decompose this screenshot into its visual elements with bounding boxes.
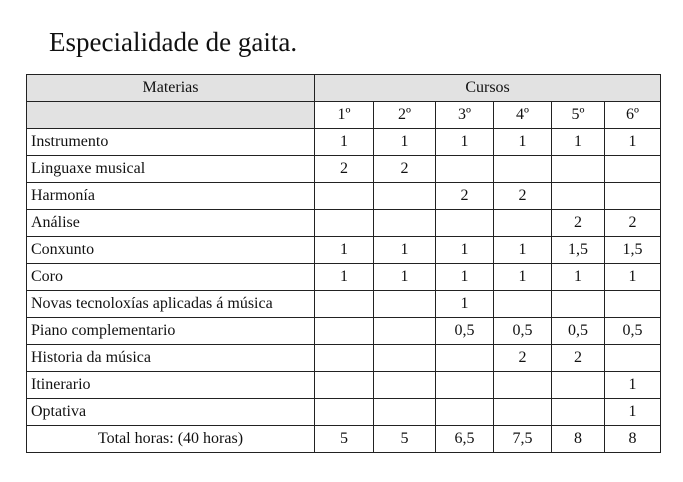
hours-cell	[552, 372, 605, 399]
hours-cell: 1	[605, 372, 661, 399]
hours-cell	[315, 345, 374, 372]
table-body	[27, 129, 661, 453]
subject-cell: Análise	[27, 210, 315, 237]
course-header: 1º	[315, 102, 374, 129]
header-blank-cell	[27, 102, 315, 129]
table-row	[27, 372, 661, 399]
hours-cell	[552, 156, 605, 183]
hours-cell	[374, 372, 436, 399]
hours-cell: 2	[315, 156, 374, 183]
course-header: 4º	[494, 102, 552, 129]
hours-cell	[315, 318, 374, 345]
hours-cell: 1	[315, 237, 374, 264]
subject-cell: Linguaxe musical	[27, 156, 315, 183]
hours-cell: 2	[552, 345, 605, 372]
subject-cell: Optativa	[27, 399, 315, 426]
hours-cell	[374, 291, 436, 318]
subject-cell: Historia da música	[27, 345, 315, 372]
hours-cell: 2	[374, 156, 436, 183]
table-row	[27, 156, 661, 183]
hours-cell	[315, 372, 374, 399]
header-courses: Cursos	[315, 75, 661, 102]
subject-cell: Instrumento	[27, 129, 315, 156]
subjects-table	[26, 74, 661, 453]
total-hours-cell: 5	[315, 426, 374, 453]
hours-cell	[374, 318, 436, 345]
hours-cell	[374, 210, 436, 237]
table-row	[27, 345, 661, 372]
hours-cell: 1	[605, 129, 661, 156]
subject-cell: Coro	[27, 264, 315, 291]
hours-cell: 1,5	[552, 237, 605, 264]
hours-cell: 2	[605, 210, 661, 237]
total-hours-cell: 5	[374, 426, 436, 453]
table-header-row	[27, 75, 661, 102]
table-row	[27, 264, 661, 291]
hours-cell: 1,5	[605, 237, 661, 264]
hours-cell: 2	[436, 183, 494, 210]
table-row	[27, 183, 661, 210]
hours-cell	[494, 210, 552, 237]
course-header: 6º	[605, 102, 661, 129]
hours-cell: 0,5	[552, 318, 605, 345]
subject-cell: Piano complementario	[27, 318, 315, 345]
hours-cell: 1	[374, 129, 436, 156]
hours-cell	[315, 183, 374, 210]
hours-cell	[552, 291, 605, 318]
hours-cell: 0,5	[494, 318, 552, 345]
hours-cell	[605, 345, 661, 372]
hours-cell	[436, 399, 494, 426]
subject-cell: Harmonía	[27, 183, 315, 210]
page-title: Especialidade de gaita.	[49, 27, 298, 57]
hours-cell	[436, 345, 494, 372]
total-hours-cell: 7,5	[494, 426, 552, 453]
subject-cell: Itinerario	[27, 372, 315, 399]
hours-cell: 0,5	[436, 318, 494, 345]
hours-cell	[494, 291, 552, 318]
hours-cell: 1	[552, 264, 605, 291]
hours-cell	[315, 291, 374, 318]
table-row	[27, 399, 661, 426]
hours-cell	[494, 399, 552, 426]
hours-cell: 1	[605, 264, 661, 291]
hours-cell	[494, 372, 552, 399]
hours-cell: 1	[315, 264, 374, 291]
table-row	[27, 129, 661, 156]
hours-cell: 1	[436, 264, 494, 291]
hours-cell: 1	[436, 129, 494, 156]
hours-cell: 2	[552, 210, 605, 237]
hours-cell	[436, 372, 494, 399]
total-hours-cell: 8	[605, 426, 661, 453]
hours-cell	[552, 183, 605, 210]
total-label: Total horas: (40 horas)	[27, 426, 315, 453]
hours-cell: 1	[494, 264, 552, 291]
hours-cell: 1	[436, 237, 494, 264]
header-subject: Materias	[27, 75, 315, 102]
hours-cell	[315, 399, 374, 426]
total-row	[27, 426, 661, 453]
hours-cell: 1	[552, 129, 605, 156]
hours-cell	[374, 345, 436, 372]
hours-cell	[374, 183, 436, 210]
hours-cell: 2	[494, 183, 552, 210]
hours-cell: 0,5	[605, 318, 661, 345]
hours-cell: 1	[494, 237, 552, 264]
total-hours-cell: 6,5	[436, 426, 494, 453]
hours-cell: 1	[374, 237, 436, 264]
hours-cell	[436, 156, 494, 183]
subject-cell: Novas tecnoloxías aplicadas á música	[27, 291, 315, 318]
hours-cell: 1	[374, 264, 436, 291]
table-row	[27, 291, 661, 318]
hours-cell	[494, 156, 552, 183]
course-header: 5º	[552, 102, 605, 129]
hours-cell	[315, 210, 374, 237]
hours-cell: 1	[494, 129, 552, 156]
hours-cell	[374, 399, 436, 426]
hours-cell: 1	[605, 399, 661, 426]
hours-cell: 1	[436, 291, 494, 318]
table-row	[27, 318, 661, 345]
subject-cell: Conxunto	[27, 237, 315, 264]
course-header: 2º	[374, 102, 436, 129]
course-header: 3º	[436, 102, 494, 129]
total-hours-cell: 8	[552, 426, 605, 453]
hours-cell: 1	[315, 129, 374, 156]
hours-cell: 2	[494, 345, 552, 372]
course-header-row	[27, 102, 661, 129]
table-row	[27, 237, 661, 264]
hours-cell	[605, 291, 661, 318]
hours-cell	[605, 156, 661, 183]
hours-cell	[436, 210, 494, 237]
table-row	[27, 210, 661, 237]
hours-cell	[605, 183, 661, 210]
hours-cell	[552, 399, 605, 426]
